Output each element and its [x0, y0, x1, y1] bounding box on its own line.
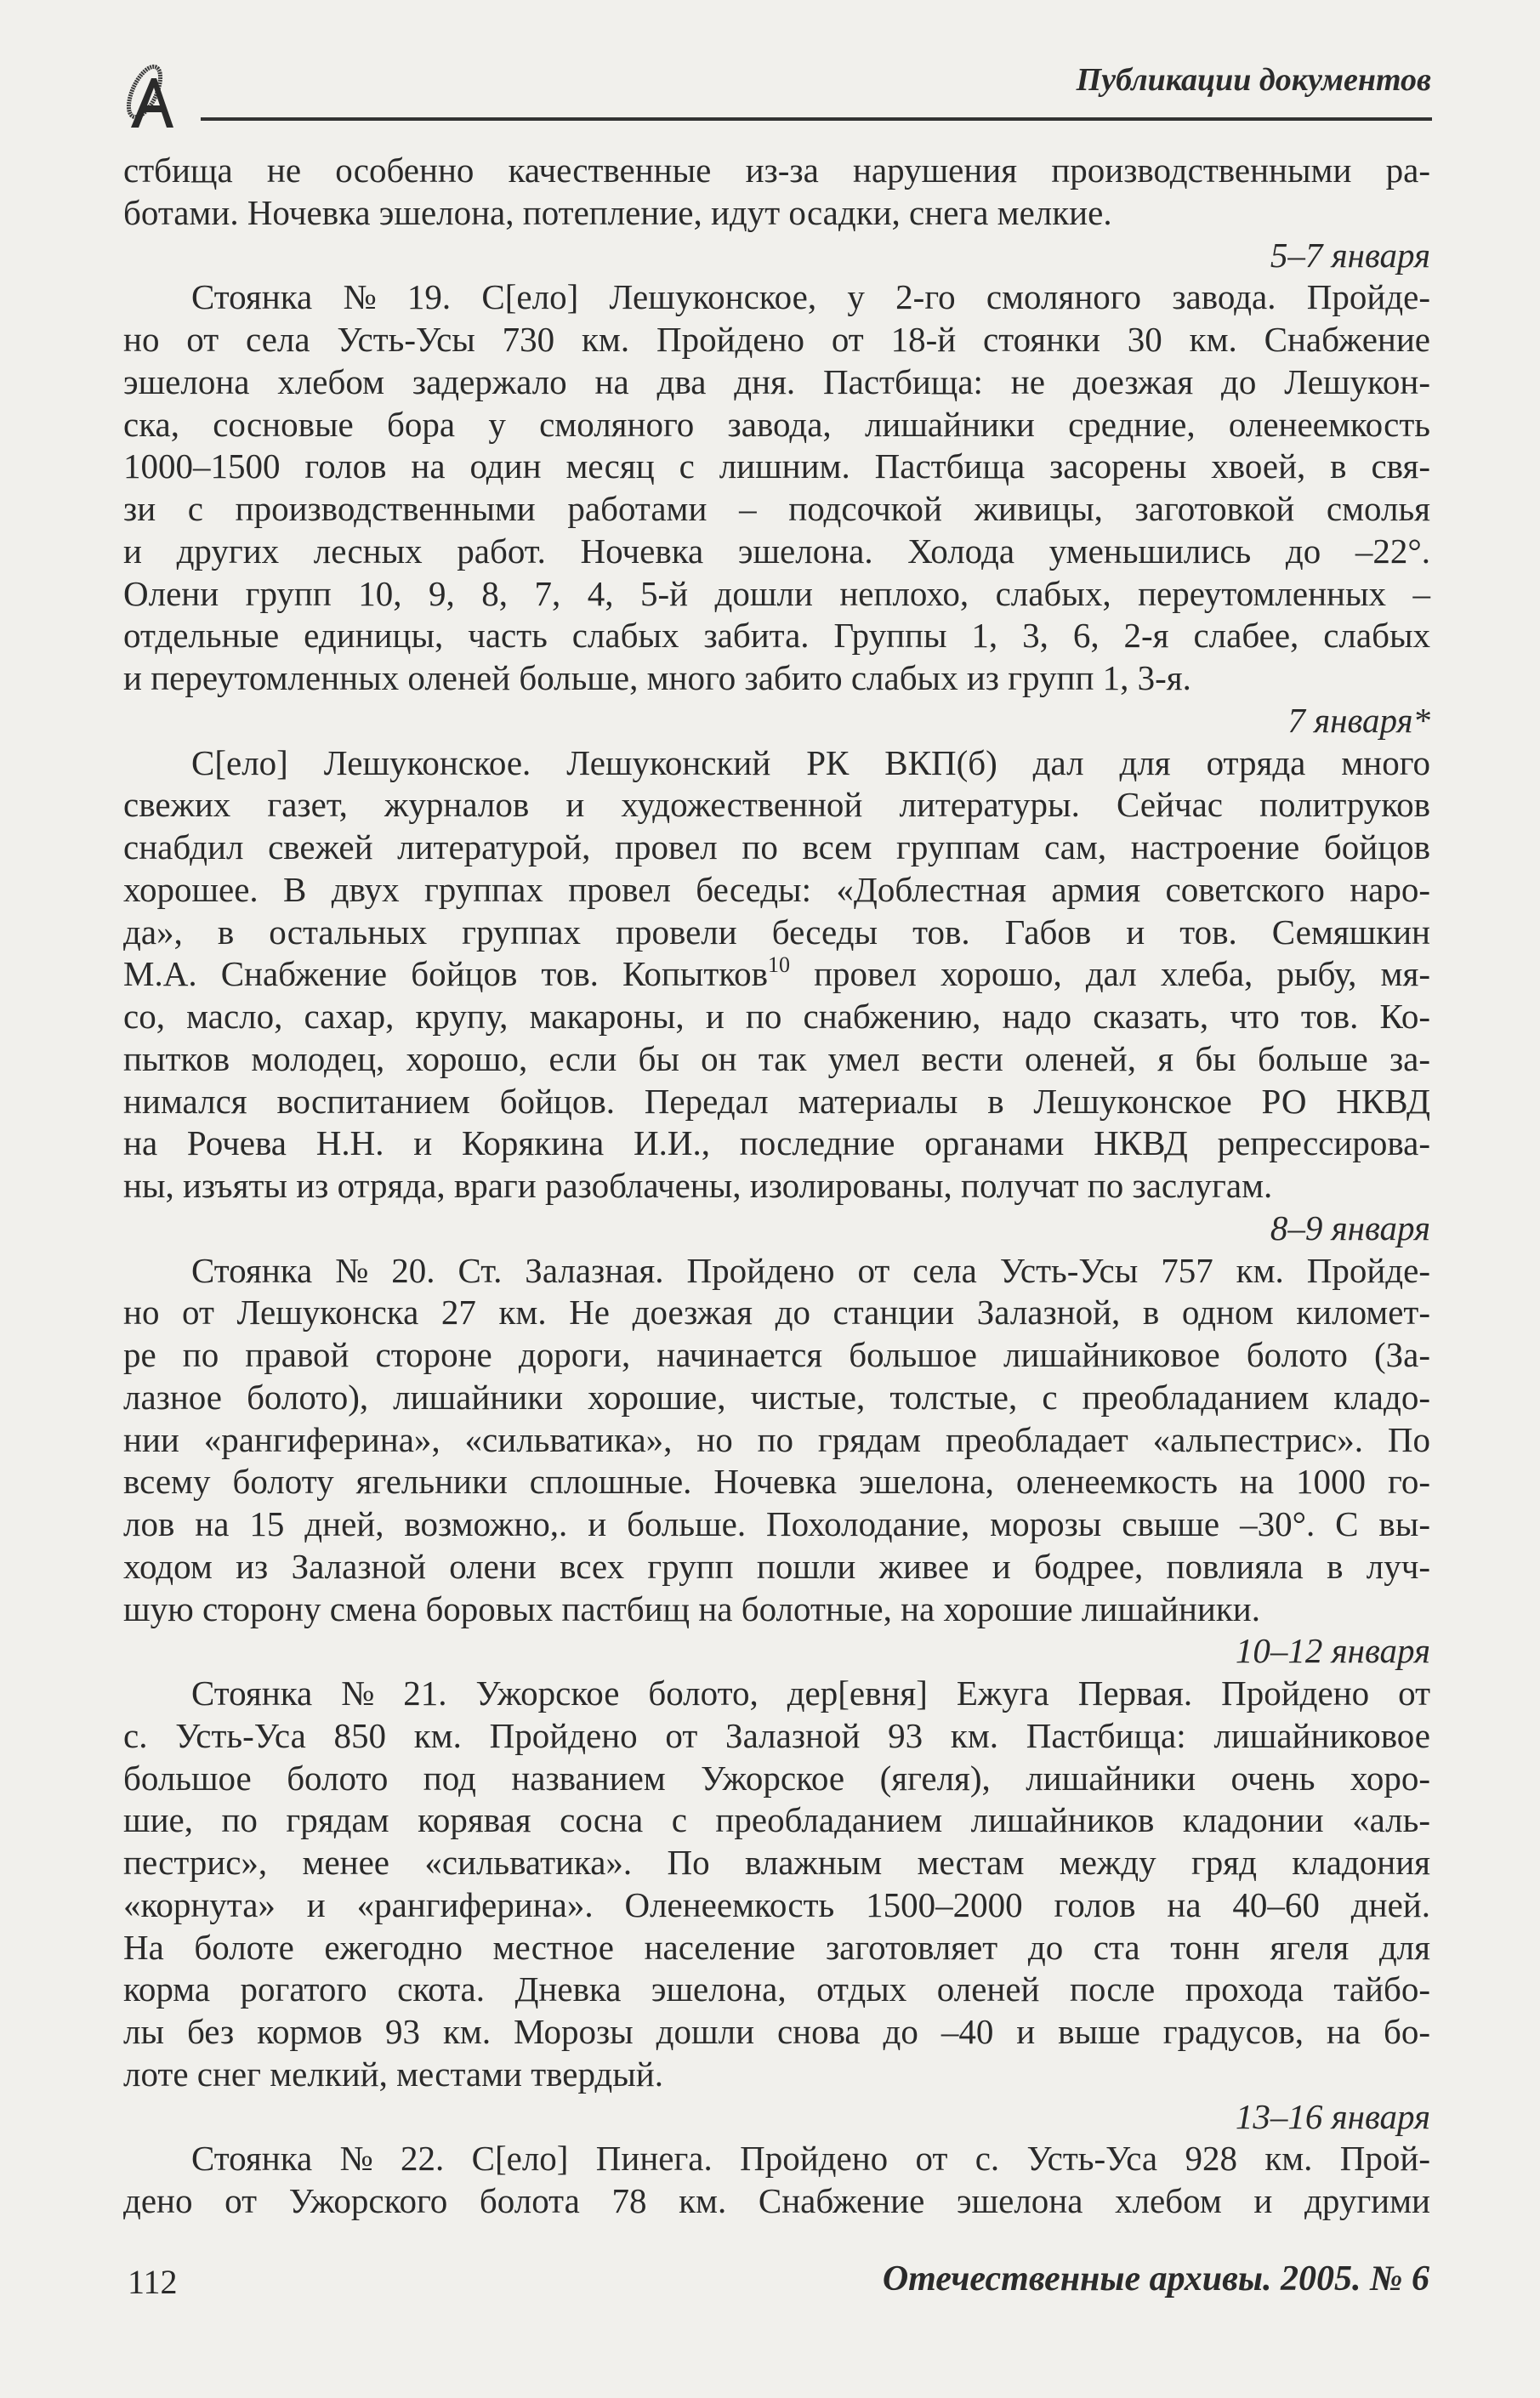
line-text: 7 января*	[1287, 700, 1430, 740]
text-line	[123, 1503, 1430, 1546]
line-text: пестрис», менее «сильватика». По влажным местам между гряд кладония	[123, 1843, 1430, 1882]
text-line	[123, 784, 1430, 827]
text-line	[123, 827, 1430, 869]
line-text: да», в остальных группах провели беседы тов. Габов и тов. Семяшкин	[123, 912, 1430, 952]
text-line	[123, 488, 1430, 531]
text-line	[123, 1884, 1430, 1927]
text-line	[123, 1461, 1430, 1503]
text-line	[123, 615, 1430, 657]
section-title: Публикации документов	[1076, 62, 1431, 98]
text-line	[123, 1122, 1430, 1165]
line-text: 1000–1500 голов на один месяц с лишним. Пастбища засорены хвоей, в свя-	[123, 446, 1430, 486]
text-line	[123, 1250, 1430, 1293]
text-line	[123, 2180, 1430, 2223]
line-text: Стоянка № 22. С[ело] Пинега. Пройдено от с. Усть-Уса 928 км. Прой-	[191, 2139, 1430, 2179]
line-text: М.А. Снабжение бойцов тов. Копытков	[123, 954, 768, 994]
entry-date	[123, 2096, 1430, 2139]
line-text: ны, изъяты из отряда, враги разоблачены, изолированы, получат по заслугам.	[123, 1166, 1273, 1205]
text-line	[123, 319, 1430, 361]
text-line	[123, 1715, 1430, 1758]
text-line	[123, 1927, 1430, 1969]
line-text: Стоянка № 19. С[ело] Лешуконское, у 2-го смоляного завода. Пройде-	[191, 277, 1430, 317]
text-line	[123, 1419, 1430, 1462]
line-text: шие, по грядам корявая сосна с преобладанием лишайников кладонии «аль-	[123, 1800, 1430, 1840]
line-text: и других лесных работ. Ночевка эшелона. Холода уменьшились до –22°.	[123, 531, 1430, 571]
line-text: нии «рангиферина», «сильватика», но по грядам преобладает «альпестрис». По	[123, 1419, 1430, 1459]
journal-title: Отечественные архивы. 2005. № 6	[882, 2259, 1429, 2299]
line-text: Стоянка № 20. Ст. Залазная. Пройдено от села Усть-Усы 757 км. Пройде-	[191, 1250, 1430, 1290]
document-body	[123, 150, 1430, 2223]
line-text: На болоте ежегодно местное население заготовляет до ста тонн ягеля для	[123, 1927, 1430, 1967]
text-line	[123, 1038, 1430, 1081]
line-text: ботами. Ночевка эшелона, потепление, идут осадки, снега мелкие.	[123, 192, 1112, 232]
line-text: и переутомленных оленей больше, много забито слабых из групп 1, 3-я.	[123, 658, 1191, 697]
line-text: шую сторону смена боровых пастбищ на болотные, на хорошие лишайники.	[123, 1588, 1260, 1628]
text-line	[123, 1758, 1430, 1800]
line-text: лазное болото), лишайники хорошие, чистые, толстые, с преобладанием кладо-	[123, 1377, 1430, 1417]
text-line	[123, 742, 1430, 785]
line-text: стбища не особенно качественные из-за нарушения производственными ра-	[123, 151, 1430, 190]
text-line	[123, 2138, 1430, 2180]
line-text: эшелона хлебом задержало на два дня. Пастбища: не доезжая до Лешукон-	[123, 361, 1430, 401]
line-text: Олени групп 10, 9, 8, 7, 4, 5-й дошли неплохо, слабых, переутомленных –	[123, 573, 1430, 613]
journal-logo	[119, 60, 179, 132]
text-line	[123, 1842, 1430, 1884]
line-text: 8–9 января	[1270, 1208, 1430, 1247]
header-rule	[201, 117, 1432, 121]
entry-date	[123, 1208, 1430, 1250]
text-line	[123, 276, 1430, 319]
line-text: пытков молодец, хорошо, если бы он так умел вести оленей, я бы больше за-	[123, 1038, 1430, 1078]
text-line	[123, 1292, 1430, 1334]
line-text: со, масло, сахар, крупу, макароны, и по снабжению, надо сказать, что тов. Ко-	[123, 997, 1430, 1036]
line-text: отдельные единицы, часть слабых забита. Группы 1, 3, 6, 2-я слабее, слабых	[123, 616, 1430, 656]
text-line	[123, 192, 1430, 235]
line-text: с. Усть-Уса 850 км. Пройдено от Залазной 93 км. Пастбища: лишайниковое	[123, 1715, 1430, 1755]
entry-date	[123, 235, 1430, 277]
line-text: большое болото под названием Ужорское (ягеля), лишайники очень хоро-	[123, 1758, 1430, 1798]
line-text: снабдил свежей литературой, провел по всем группам сам, настроение бойцов	[123, 827, 1430, 867]
text-line	[123, 953, 1430, 996]
line-text: нимался воспитанием бойцов. Передал материалы в Лешуконское РО НКВД	[123, 1081, 1430, 1121]
text-line	[123, 446, 1430, 488]
line-text: зи с производственными работами – подсочкой живицы, заготовкой смолья	[123, 489, 1430, 528]
text-line	[123, 1969, 1430, 2011]
text-line	[123, 573, 1430, 616]
line-text: «корнута» и «рангиферина». Оленеемкость 1500–2000 голов на 40–60 дней.	[123, 1884, 1430, 1924]
line-text: С[ело] Лешуконское. Лешуконский РК ВКП(б) дал для отряда много	[191, 742, 1430, 782]
line-text: дено от Ужорского болота 78 км. Снабжение эшелона хлебом и другими	[123, 2181, 1430, 2220]
text-line	[123, 404, 1430, 446]
entry-date	[123, 700, 1430, 742]
line-text: Стоянка № 21. Ужорское болото, дер[евня] Ежуга Первая. Пройдено от	[191, 1673, 1430, 1713]
text-line	[123, 531, 1430, 573]
text-line	[123, 869, 1430, 912]
line-text: свежих газет, журналов и художественной литературы. Сейчас политруков	[123, 785, 1430, 825]
text-line	[123, 2011, 1430, 2054]
line-text: но от села Усть-Усы 730 км. Пройдено от 18-й стоянки 30 км. Снабжение	[123, 320, 1430, 359]
line-text: корма рогатого скота. Дневка эшелона, отдых оленей после прохода тайбо-	[123, 1969, 1430, 2009]
line-text: ходом из Залазной олени всех групп пошли живее и бодрее, повлияла в луч-	[123, 1546, 1430, 1586]
line-text: хорошее. В двух группах провел беседы: «Доблестная армия советского наро-	[123, 869, 1430, 909]
text-line	[123, 912, 1430, 954]
entry-date	[123, 1630, 1430, 1673]
text-line	[123, 1673, 1430, 1715]
line-text: лы без кормов 93 км. Морозы дошли снова до –40 и выше градусов, на бо-	[123, 2012, 1430, 2051]
text-line	[123, 2054, 1430, 2096]
text-line	[123, 657, 1430, 700]
text-line	[123, 1334, 1430, 1377]
line-text: провел хорошо, дал хлеба, рыбу, мя-	[789, 954, 1430, 994]
line-text: но от Лешуконска 27 км. Не доезжая до станции Залазной, в одном километ-	[123, 1293, 1430, 1333]
line-text: ска, сосновые бора у смоляного завода, лишайники средние, оленеемкость	[123, 404, 1430, 444]
line-text: всему болоту ягельники сплошные. Ночевка эшелона, оленеемкость на 1000 го-	[123, 1462, 1430, 1502]
text-line	[123, 996, 1430, 1038]
line-text: 13–16 января	[1235, 2096, 1430, 2136]
text-line	[123, 361, 1430, 404]
text-line	[123, 1165, 1430, 1208]
line-text: 5–7 января	[1270, 235, 1430, 275]
line-text: лов на 15 дней, возможно,. и больше. Похолодание, морозы свыше –30°. С вы-	[123, 1504, 1430, 1543]
line-text: лоте снег мелкий, местами твердый.	[123, 2054, 663, 2094]
text-line	[123, 1377, 1430, 1419]
line-text: ре по правой стороне дороги, начинается большое лишайниковое болото (За-	[123, 1335, 1430, 1374]
footnote-ref[interactable]: 10	[767, 952, 790, 977]
text-line	[123, 1081, 1430, 1123]
text-line	[123, 150, 1430, 192]
text-line	[123, 1799, 1430, 1842]
text-line	[123, 1546, 1430, 1588]
line-text: 10–12 января	[1235, 1631, 1430, 1671]
page-number: 112	[128, 2263, 178, 2301]
text-line	[123, 1588, 1430, 1631]
line-text: на Рочева Н.Н. и Корякина И.И., последние органами НКВД репрессирова-	[123, 1123, 1430, 1163]
